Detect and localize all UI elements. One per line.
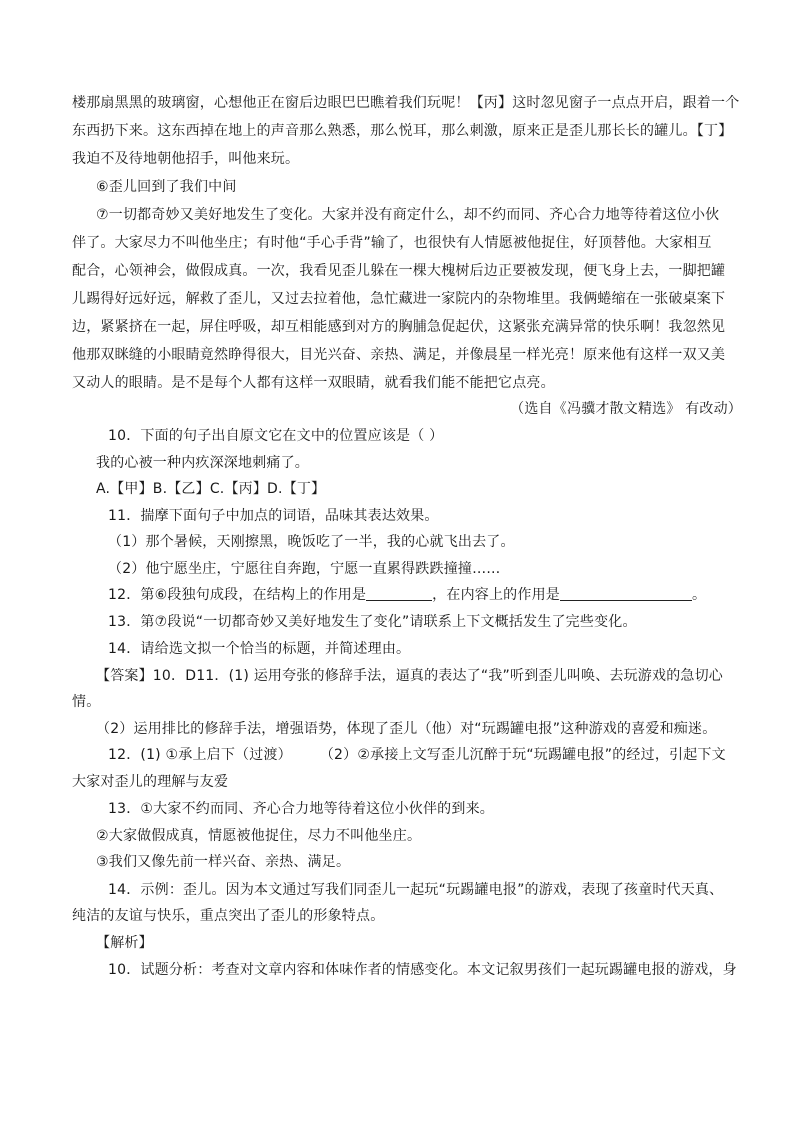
answer-13-line: ②大家做假成真，情愿被他捉住，尽力不叫他坐庄。 [96, 828, 422, 844]
question-12 [108, 585, 760, 605]
paragraph-6: ⑥歪儿回到了我们中间 [96, 179, 237, 195]
passage-line: 楼那扇黑黑的玻璃窗，心想他正在窗后边眼巴巴瞧着我们玩呢！【丙】这时忽见窗子一点点开启，跟着一个 [72, 95, 740, 111]
question-13: 13．第⑦段说“一切都奇妙又美好地发生了变化”请联系上下文概括发生了完些变化。 [108, 614, 637, 630]
answer-12-part-1: 12．(1) ①承上启下（过渡） [108, 747, 292, 763]
paragraph-7-line: 儿踢得好远好远，解救了歪儿，又过去拉着他，急忙藏进一家院内的杂物堆里。我俩蜷缩在一张破桌案下 [72, 291, 726, 307]
paragraph-7-line: 边，紧紧挤在一起，屏住呼吸，却互相能感到对方的胸脯急促起伏，这紧张充满异常的快乐啊！我忽然见 [72, 319, 726, 335]
paragraph-7-line: 又动人的眼睛。是不是每个人都有这样一双眼睛，就看我们能不能把它点亮。 [72, 375, 555, 391]
answer-blank [366, 586, 432, 601]
answer-12-part-2: （2）②承接上文写歪儿沉醉于玩“玩踢罐电报”的经过，引起下文 [319, 747, 726, 763]
answer-13-line: 13．①大家不约而同、齐心合力地等待着这位小伙伴的到来。 [108, 801, 494, 817]
analysis-line: 10．试题分析：考查对文章内容和体味作者的情感变化。本文记叙男孩们一起玩踢罐电报的游戏，身 [108, 962, 737, 978]
answer-line: 【答案】10．D11．(1) 运用夸张的修辞手法，逼真的表达了“我”听到歪儿叫唤、去玩游戏的急切心 [96, 668, 723, 684]
answer-13-line: ③我们又像先前一样兴奋、亲热、满足。 [96, 854, 351, 870]
passage-line: 我迫不及待地朝他招手，叫他来玩。 [72, 151, 300, 167]
question-10-sentence: 我的心被一种内疚深深地刺痛了。 [96, 455, 309, 471]
question-14: 14．请给选文拟一个恰当的标题，并简述理由。 [108, 641, 411, 657]
answer-12 [108, 745, 760, 765]
question-10-options: A.【甲】B.【乙】C.【丙】D.【丁】 [96, 481, 326, 497]
answer-12-continued: 大家对歪儿的理解与友爱 [72, 774, 229, 790]
question-10: 10．下面的句子出自原文它在文中的位置应该是（ ） [108, 428, 444, 444]
passage-line: 东西扔下来。这东西掉在地上的声音那么熟悉，那么悦耳，那么刺激，原来正是歪儿那长长的罐儿。【丁】 [72, 123, 733, 139]
question-11: 11．揣摩下面句子中加点的词语，品味其表达效果。 [108, 508, 439, 524]
answer-14-line: 纯洁的友谊与快乐，重点突出了歪儿的形象特点。 [72, 908, 385, 924]
paragraph-7-line: ⑦一切都奇妙又美好地发生了变化。大家并没有商定什么，却不约而同、齐心合力地等待着这位小伙 [96, 207, 720, 223]
answer-11-2: （2）运用排比的修辞手法，增强语势，体现了歪儿（他）对“玩踢罐电报”这种游戏的喜爱和痴迷。 [96, 721, 717, 737]
analysis-heading: 【解析】 [96, 935, 153, 951]
answer-blank [560, 586, 692, 601]
question-12-text-b: ，在内容上的作用是 [432, 587, 560, 603]
source-citation: （选自《冯骥才散文精选》 有改动） [510, 401, 742, 417]
answer-line: 情。 [72, 694, 101, 710]
answer-14-line: 14．示例：歪儿。因为本文通过写我们同歪儿一起玩“玩踢罐电报”的游戏，表现了孩童时代天真、 [108, 882, 724, 898]
question-11-item-2: （2）他宁愿坐庄，宁愿往自奔跑，宁愿一直累得跌跌撞撞…… [108, 561, 501, 577]
question-11-item-1: （1）那个暑候，天刚擦黑，晚饭吃了一半，我的心就飞出去了。 [108, 534, 515, 550]
question-12-text-c: 。 [691, 587, 707, 603]
paragraph-7-line: 他那双眯缝的小眼睛竟然睁得很大，目光兴奋、亲热、满足，并像晨星一样光亮！原来他有这样一双又美 [72, 347, 726, 363]
paragraph-7-line: 伴了。大家尽力不叫他坐庄；有时他“手心手背”输了，也很快有人情愿被他捉住，好顶替他。大家相互 [72, 235, 712, 251]
paragraph-7-line: 配合，心领神会，做假成真。一次，我看见歪儿躲在一棵大槐树后边正要被发现，便飞身上去，一脚把罐 [72, 263, 726, 279]
question-12-text-a: 12．第⑥段独句成段，在结构上的作用是 [108, 587, 367, 603]
